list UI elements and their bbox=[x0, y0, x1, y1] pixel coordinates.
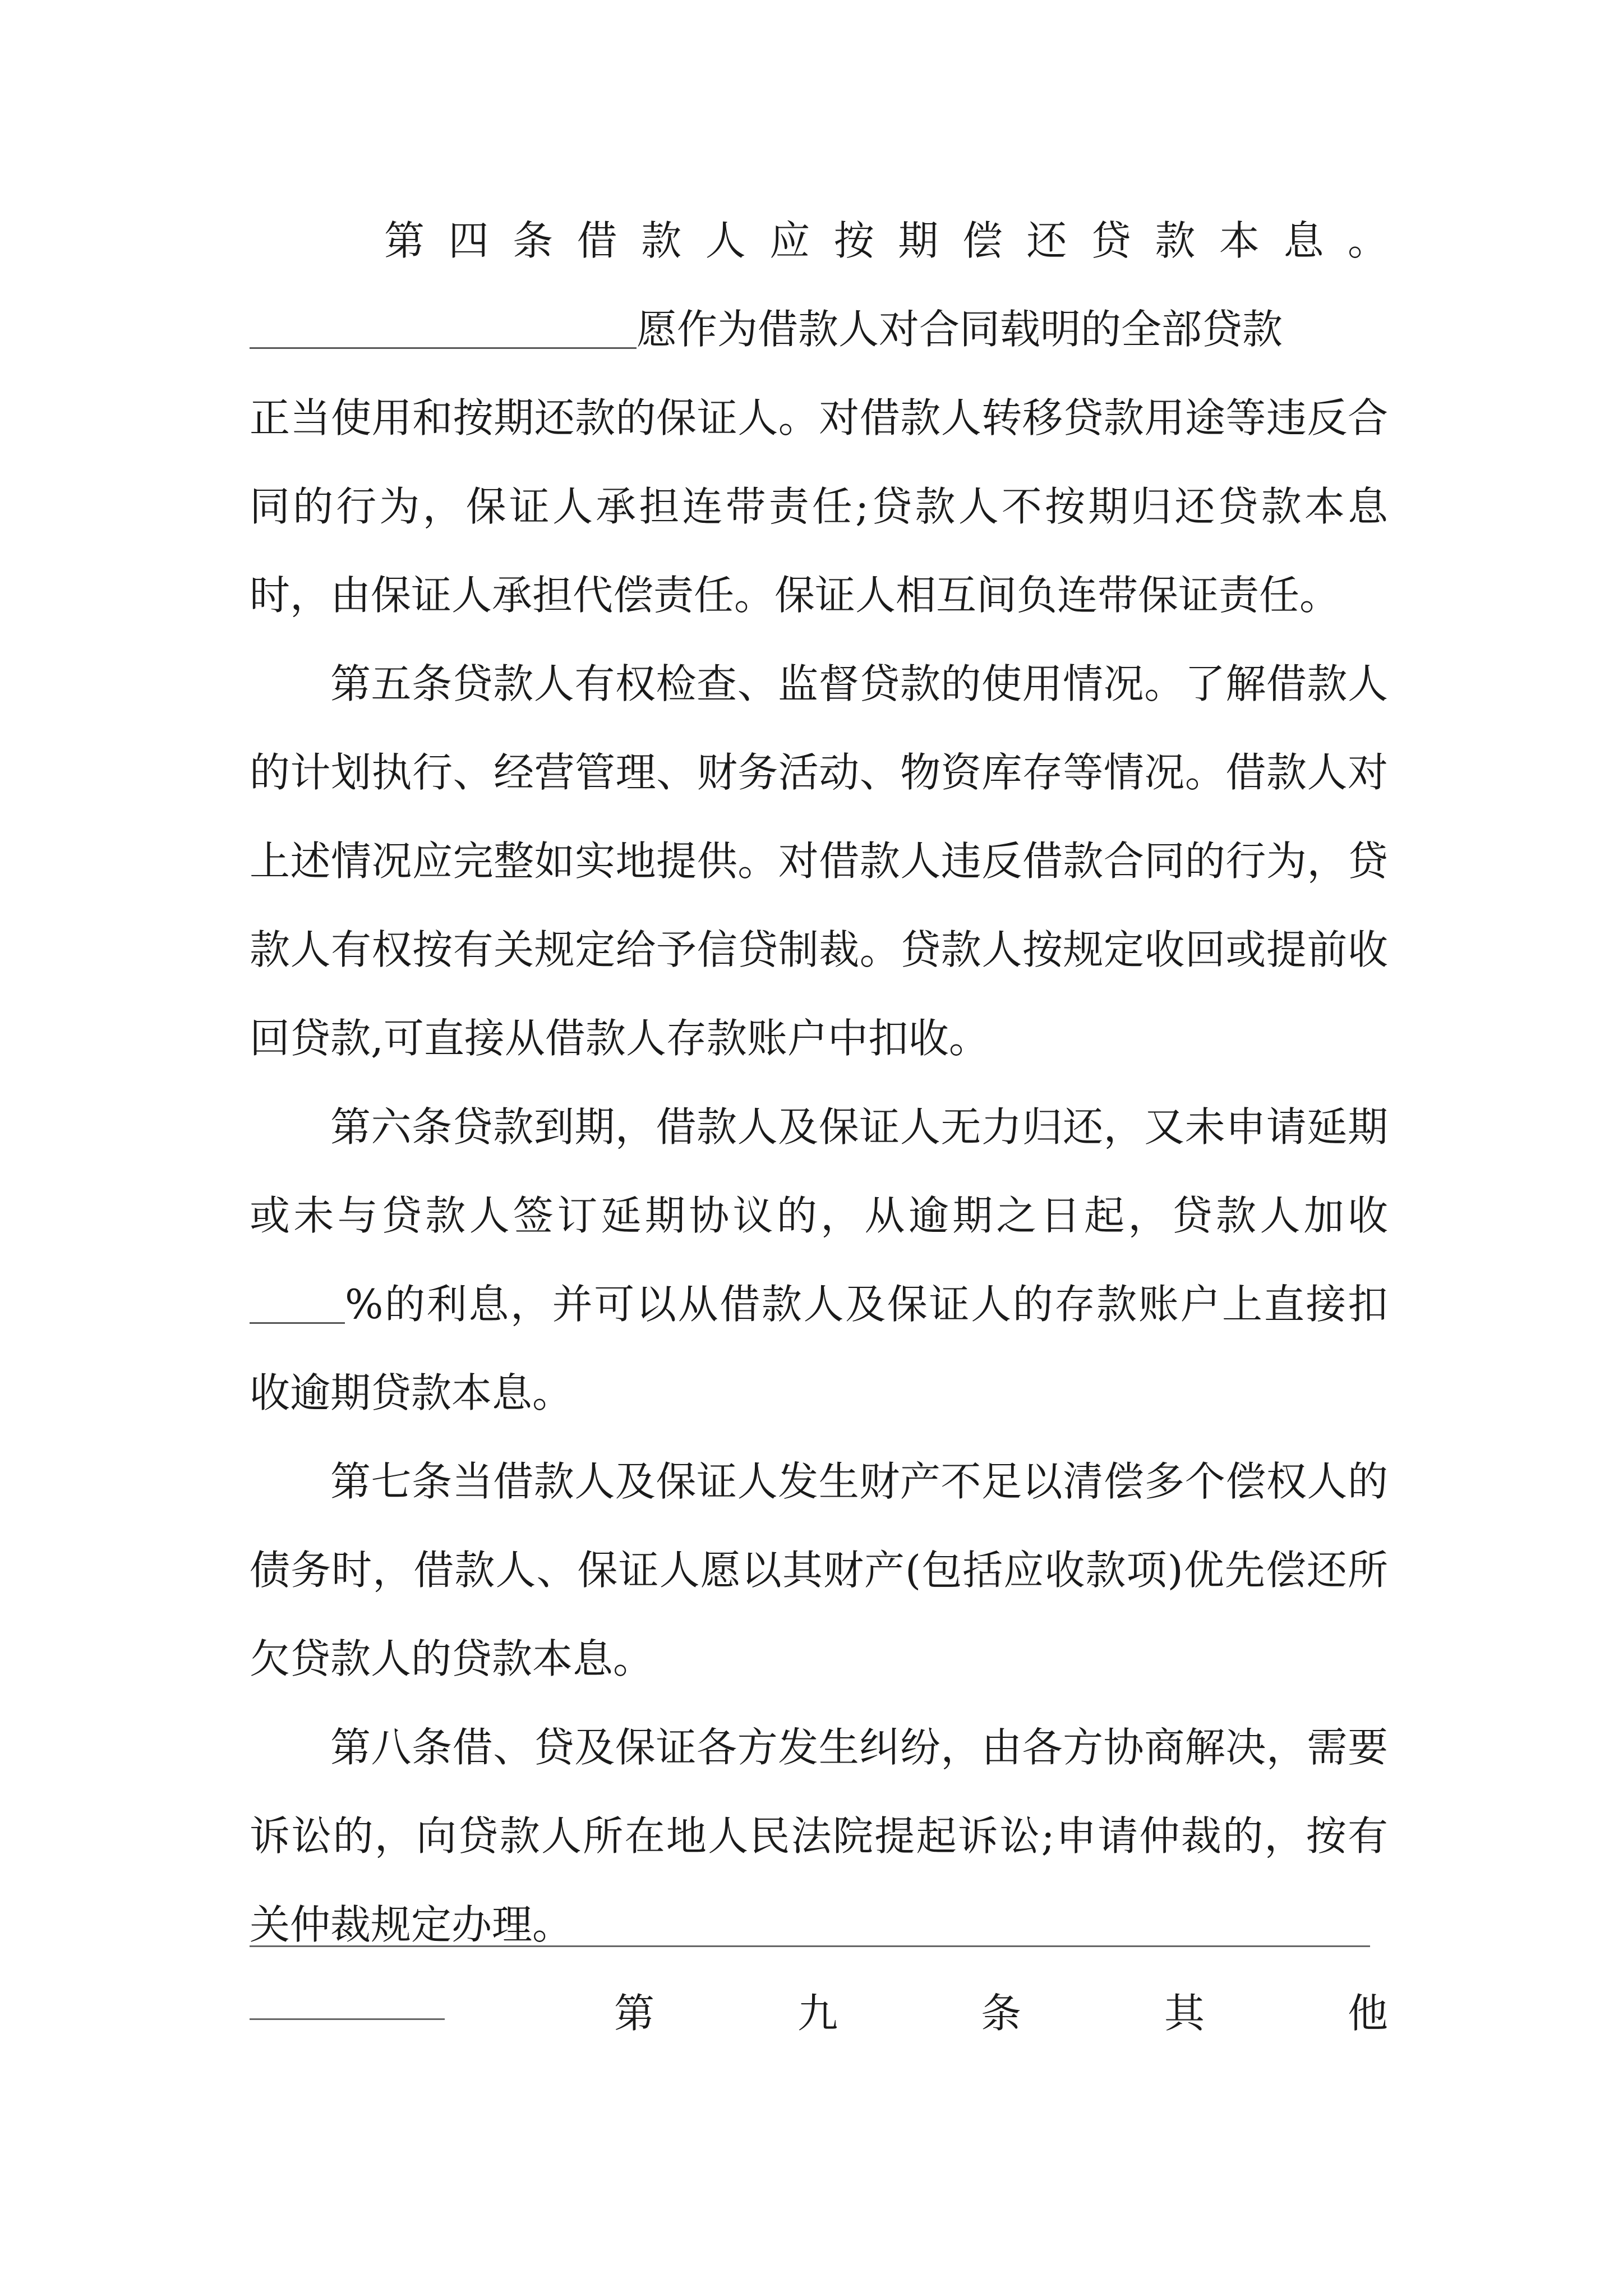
article-4-char: 应 bbox=[769, 217, 810, 264]
contract-body bbox=[250, 196, 1388, 2058]
article-6-part2: %的利息，并可以从借款人及保证人的存款账户上直接扣收逾期贷款本息。 bbox=[250, 1281, 1388, 1416]
article-6 bbox=[250, 1083, 1388, 1437]
article-9-char: 条 bbox=[980, 1990, 1021, 2037]
article-4-line2: 愿作为借款人对合同载明的全部贷款 bbox=[637, 306, 1283, 353]
article-4-char: 息 bbox=[1283, 217, 1324, 264]
article-4-char: 期 bbox=[898, 217, 939, 264]
article-9-char: 其 bbox=[1164, 1990, 1205, 2037]
article-9-blank-line-1[interactable] bbox=[250, 1945, 1370, 1947]
article-4-heading bbox=[250, 196, 1388, 285]
article-4-char: 四 bbox=[448, 217, 489, 264]
article-4-char: 。 bbox=[1347, 217, 1388, 264]
article-9-heading bbox=[250, 1969, 1388, 2058]
article-4-char: 按 bbox=[833, 217, 874, 264]
article-4-char: 条 bbox=[513, 217, 554, 264]
article-9-char: 第 bbox=[614, 1990, 655, 2037]
article-7: 第七条当借款人及保证人发生财产不足以清偿多个偿权人的债务时，借款人、保证人愿以其财产(包括应收款项)优先偿还所欠贷款人的贷款本息。 bbox=[250, 1458, 1388, 1682]
article-4-char: 贷 bbox=[1090, 217, 1131, 264]
article-4-char: 第 bbox=[384, 217, 425, 264]
article-4-char: 借 bbox=[577, 217, 617, 264]
article-4-char: 人 bbox=[705, 217, 746, 264]
article-5: 第五条贷款人有权检查、监督贷款的使用情况。了解借款人的计划执行、经营管理、财务活动、物资库存等情况。借款人对上述情况应完整如实地提供。对借款人违反借款合同的行为，贷款人有权按有关规定给予信贷制裁。贷款人按规定收回或提前收回贷款,可直接从借款人存款账户中扣收。 bbox=[250, 660, 1388, 1062]
article-4-char: 还 bbox=[1026, 217, 1067, 264]
article-4-char: 款 bbox=[641, 217, 682, 264]
article-9-blank-line-2[interactable] bbox=[250, 2018, 445, 2020]
article-6-part1: 第六条贷款到期，借款人及保证人无力归还，又未申请延期或未与贷款人签订延期协议的，从逾期之日起，贷款人加收 bbox=[250, 1103, 1388, 1239]
guarantor-blank[interactable] bbox=[250, 314, 637, 349]
article-4-char: 本 bbox=[1219, 217, 1260, 264]
article-4-char: 偿 bbox=[962, 217, 1003, 264]
article-4-rest: 正当使用和按期还款的保证人。对借款人转移贷款用途等违反合同的行为，保证人承担连带责任;贷款人不按期归还贷款本息时，由保证人承担代偿责任。保证人相互间负连带保证责任。 bbox=[250, 394, 1388, 619]
article-4-char: 款 bbox=[1155, 217, 1196, 264]
article-8: 第八条借、贷及保证各方发生纠纷，由各方协商解决，需要诉讼的，向贷款人所在地人民法院提起诉讼;申请仲裁的，按有关仲裁规定办理。 bbox=[250, 1724, 1388, 1948]
article-9-char: 九 bbox=[797, 1990, 838, 2037]
interest-rate-blank[interactable] bbox=[250, 1289, 345, 1324]
article-4-guarantor-line bbox=[250, 285, 1388, 374]
article-9-char: 他 bbox=[1347, 1990, 1388, 2037]
